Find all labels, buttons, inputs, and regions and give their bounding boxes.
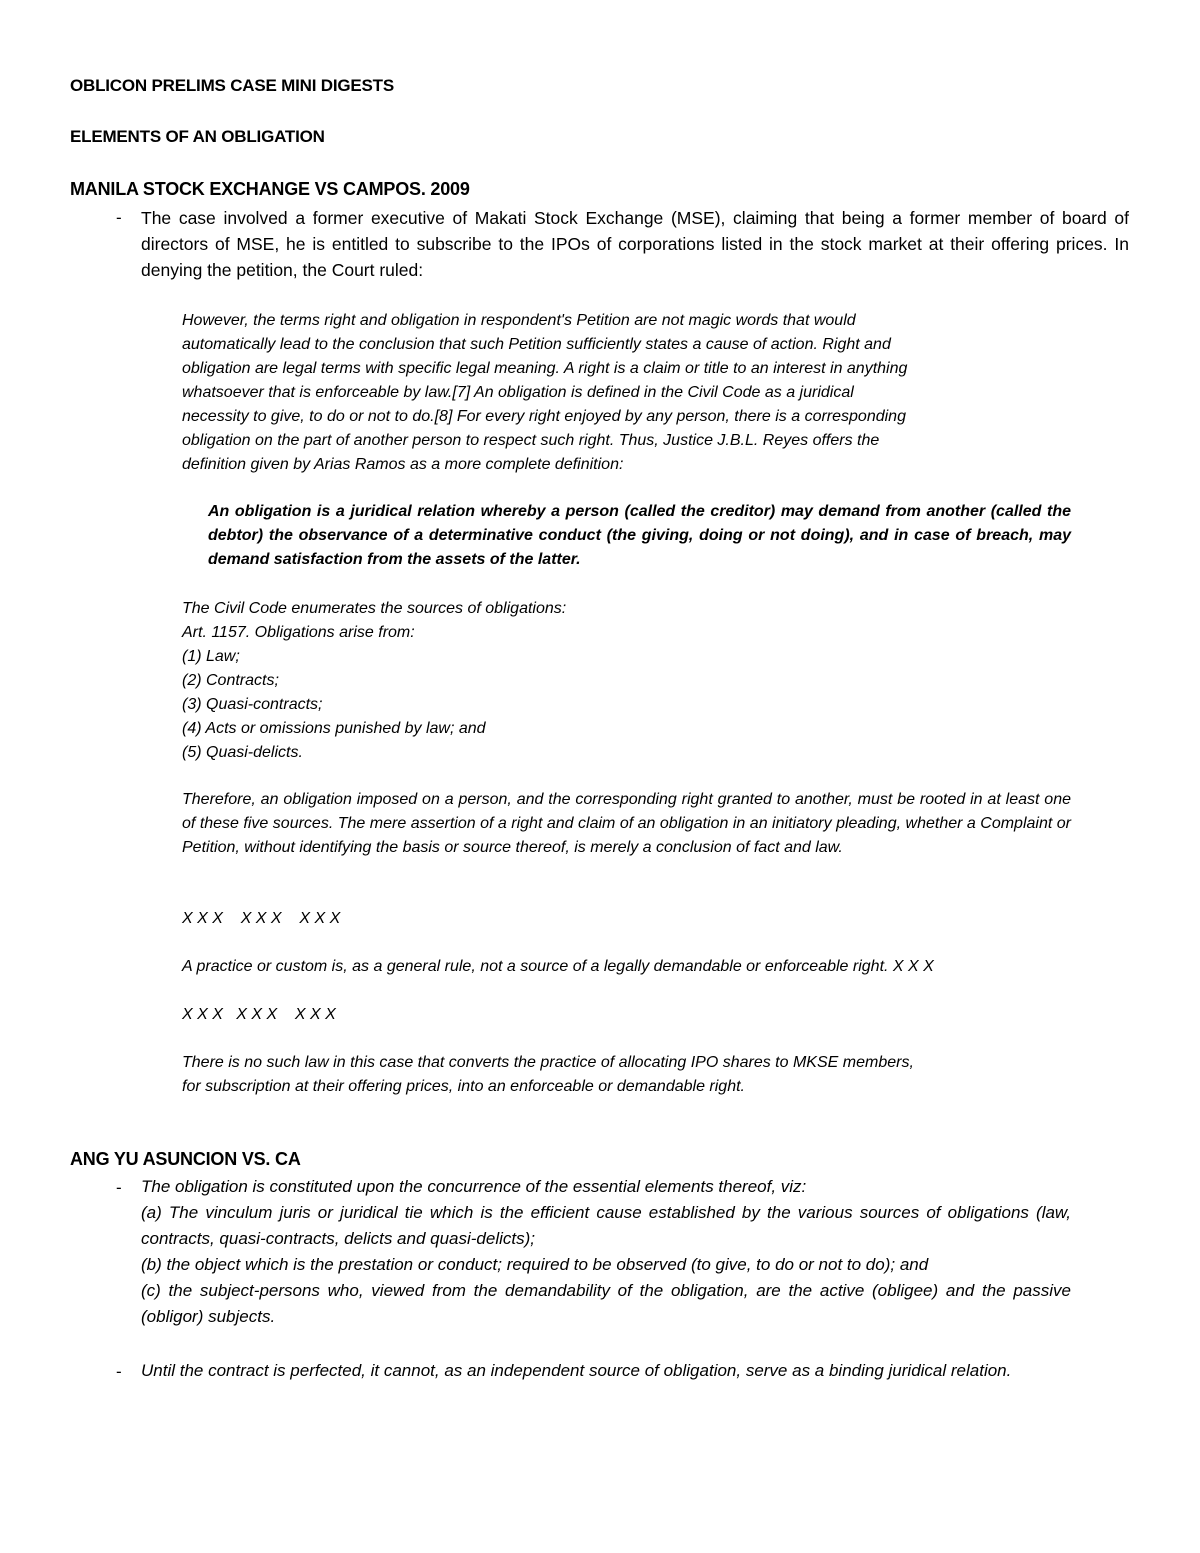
no-law-paragraph (182, 1051, 914, 1099)
list-item: (1) Law; (182, 648, 240, 665)
quote-line: automatically lead to the conclusion that such Petition sufficiently states a cause of action. Right and (182, 336, 891, 353)
quote-block (182, 309, 907, 477)
case-summary: The case involved a former executive of Makati Stock Exchange (MSE), claiming that being a former member of board of directors of MSE, he is entitled to subscribe to the IPOs of corporations listed in the stock market at their offering prices. In denying the petition, the Court ruled: (141, 208, 1129, 280)
quote-line: obligation are legal terms with specific legal meaning. A right is a claim or title to an interest in anything (182, 360, 908, 377)
list-item: (4) Acts or omissions punished by law; and (182, 720, 486, 737)
essential-elements (141, 1174, 1071, 1330)
omission-marker: X X X X X X X X X (182, 910, 341, 927)
list-bullet: - (116, 208, 122, 227)
omission-marker: X X X X X X X X X (182, 1006, 336, 1023)
quote-line: However, the terms right and obligation in respondent's Petition are not magic words that would (182, 312, 856, 329)
practice-paragraph: A practice or custom is, as a general rule, not a source of a legally demandable or enforceable right. X X X (182, 958, 934, 975)
list-item: Art. 1157. Obligations arise from: (182, 624, 415, 641)
quote-line: definition given by Arias Ramos as a more complete definition: (182, 456, 624, 473)
obligation-definition: An obligation is a juridical relation whereby a person (called the creditor) may demand from another (called the debtor) the observance of a determinative conduct (the giving, doing or not doing), and in case of breach, may demand satisfaction from the assets of the latter. (208, 503, 1071, 568)
list-item: (3) Quasi-contracts; (182, 696, 323, 713)
quote-line: necessity to give, to do or not to do.[8] For every right enjoyed by any person, there is a corresponding (182, 408, 906, 425)
section-heading: ELEMENTS OF AN OBLIGATION (70, 127, 325, 146)
paragraph-line: for subscription at their offering prices, into an enforceable or demandable right. (182, 1078, 745, 1095)
quote-line: obligation on the part of another person to respect such right. Thus, Justice J.B.L. Reyes offers the (182, 432, 880, 449)
quote-line: whatsoever that is enforceable by law.[7] An obligation is defined in the Civil Code as a juridical (182, 384, 854, 401)
sources-list (182, 597, 566, 765)
therefore-paragraph: Therefore, an obligation imposed on a person, and the corresponding right granted to another, must be rooted in at least one of these five sources. The mere assertion of a right and claim of an obligation in an initiatory pleading, whether a Complaint or Petition, without identifying the basis or source thereof, is merely a conclusion of fact and law. (182, 791, 1071, 856)
list-item: The Civil Code enumerates the sources of obligations: (182, 600, 567, 617)
paragraph-line: There is no such law in this case that converts the practice of allocating IPO shares to MKSE members, (182, 1054, 914, 1071)
elements-intro: The obligation is constituted upon the concurrence of the essential elements thereof, viz: (141, 1177, 807, 1196)
list-item: (5) Quasi-delicts. (182, 744, 303, 761)
case-heading: ANG YU ASUNCION VS. CA (70, 1149, 301, 1169)
list-bullet: - (116, 1362, 122, 1381)
until-paragraph: Until the contract is perfected, it cannot, as an independent source of obligation, serve as a binding juridical relation. (141, 1361, 1012, 1380)
list-bullet: - (116, 1178, 122, 1197)
document-title: OBLICON PRELIMS CASE MINI DIGESTS (70, 76, 394, 95)
case-heading: MANILA STOCK EXCHANGE VS CAMPOS. 2009 (70, 179, 470, 199)
element-c: (c) the subject-persons who, viewed from the demandability of the obligation, are the active (obligee) and the passive (obligor) subjects. (141, 1281, 1071, 1326)
list-item: (2) Contracts; (182, 672, 279, 689)
element-b: (b) the object which is the prestation or conduct; required to be observed (to give, to do or not to do); and (141, 1255, 929, 1274)
element-a: (a) The vinculum juris or juridical tie which is the efficient cause established by the various sources of obligations (law, contracts, quasi-contracts, delicts and quasi-delicts); (141, 1203, 1071, 1248)
